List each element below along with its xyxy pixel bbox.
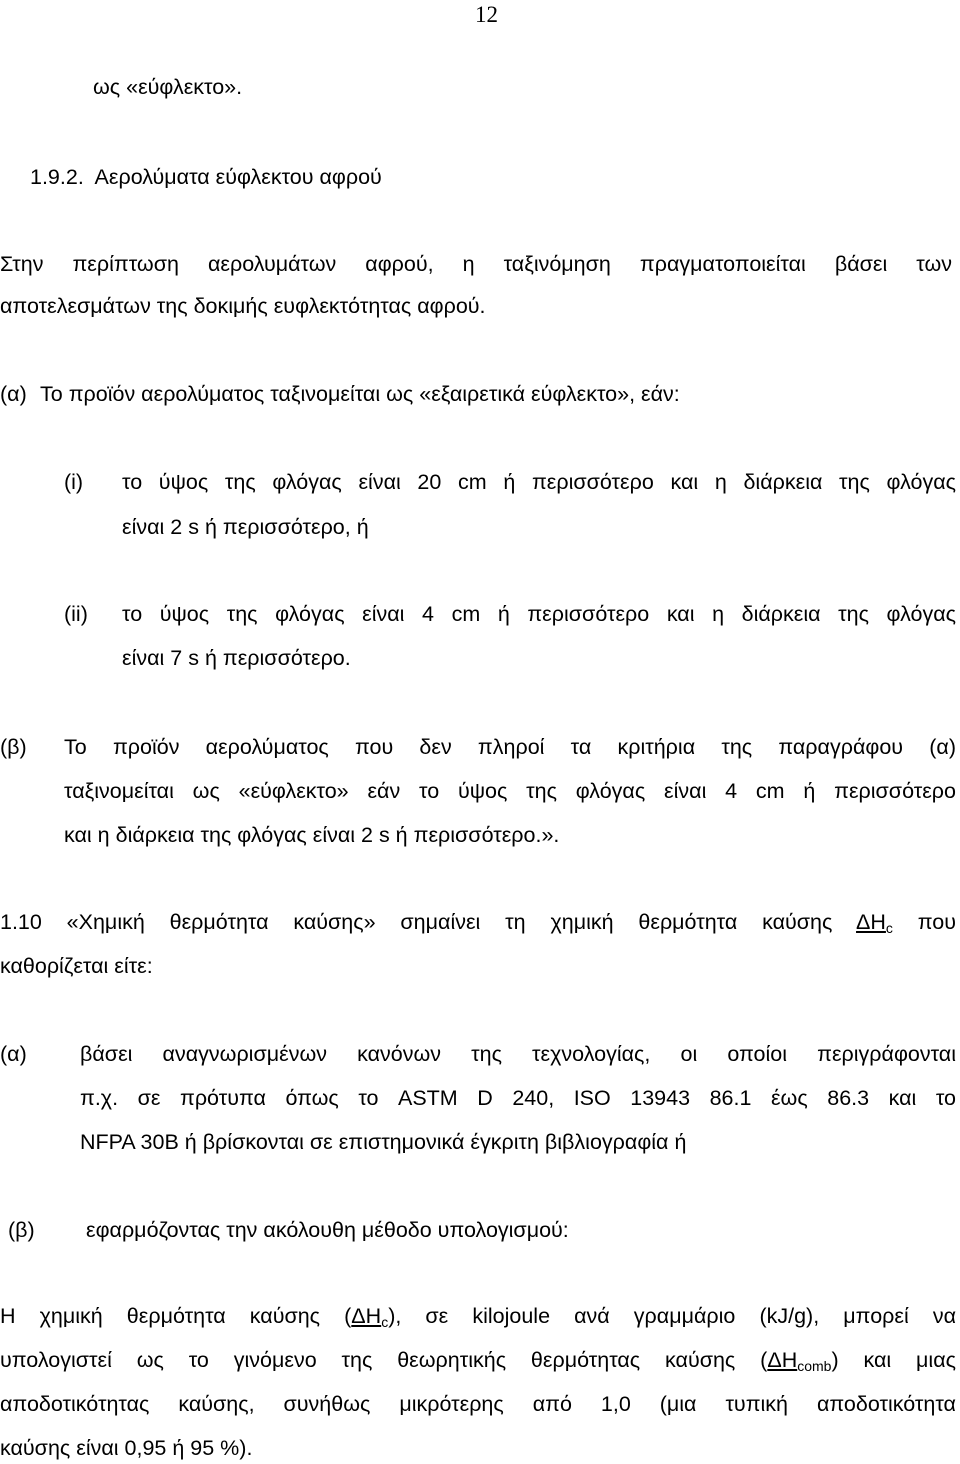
delta-h-symbol: ΔH [351,1304,382,1328]
final-para-line-4: καύσης είναι 0,95 ή 95 %). [0,1436,253,1460]
final-para-line-2 [0,1350,956,1372]
definition-1-10-line-1 [0,912,956,934]
delta-h-symbol: ΔH [767,1348,798,1372]
option-b-text: εφαρμόζοντας την ακόλουθη μέθοδο υπολογισμού: [86,1218,569,1242]
final-line-2-start: υπολογιστεί ως το γινόμενο της θεωρητικής θερμότητας καύσης ( [0,1348,768,1372]
option-a-line-2: π.χ. σε πρότυπα όπως το ASTM D 240, ISO 13943 86.1 έως 86.3 και το [80,1086,956,1110]
item-i-line-1: το ύψος της φλόγας είναι 20 cm ή περισσότερο και η διάρκεια της φλόγας [122,470,956,494]
final-line-1-start: Η χημική θερμότητα καύσης ( [0,1304,352,1328]
page-number: 12 [475,2,498,27]
subscript-c: c [381,1314,389,1330]
final-line-2-end: ) και μιας [831,1348,956,1372]
continuation-text: ως «εύφλεκτο». [93,75,243,99]
para-b-line-2: ταξινομείται ως «εύφλεκτο» εάν το ύψος της φλόγας είναι 4 cm ή περισσότερο [64,779,956,803]
para-b-label: (β) [0,735,27,759]
option-a-line-1: βάσει αναγνωρισμένων κανόνων της τεχνολογίας, οι οποίοι περιγράφονται [80,1042,956,1066]
option-a-line-3: NFPA 30B ή βρίσκονται σε επιστημονικά έγκριτη βιβλιογραφία ή [80,1130,687,1154]
subscript-c: c [885,920,893,936]
item-i-line-2: είναι 2 s ή περισσότερο, ή [122,515,369,539]
final-line-1-end: ), σε kilojoule ανά γραμμάριο (kJ/g), μπορεί να [388,1304,957,1328]
option-a-label: (α) [0,1042,27,1066]
para-a-label: (α) [0,382,27,406]
subscript-comb: comb [797,1358,832,1374]
definition-1-10-line-2: καθορίζεται είτε: [0,954,153,978]
definition-text-end: που [892,910,956,934]
intro-line-1: Στην περίπτωση αερολυμάτων αφρού, η ταξινόμηση πραγματοποιείται βάσει των [0,252,952,276]
para-b-line-3: και η διάρκεια της φλόγας είναι 2 s ή περισσότερο.». [64,823,560,847]
final-para-line-3: αποδοτικότητας καύσης, συνήθως μικρότερης από 1,0 (μια τυπική αποδοτικότητα [0,1392,956,1416]
para-a-text: Το προϊόν αερολύματος ταξινομείται ως «εξαιρετικά εύφλεκτο», εάν: [40,382,680,406]
para-b-line-1: Το προϊόν αερολύματος που δεν πληροί τα κριτήρια της παραγράφου (α) [64,735,956,759]
final-para-line-1 [0,1306,956,1328]
item-ii-line-1: το ύψος της φλόγας είναι 4 cm ή περισσότερο και η διάρκεια της φλόγας [122,602,956,626]
section-heading: 1.9.2. Αερολύματα εύφλεκτου αφρού [30,165,382,189]
item-ii-label: (ii) [64,602,88,626]
item-i-label: (i) [64,470,84,494]
option-b-label: (β) [8,1218,35,1242]
intro-line-2: αποτελεσμάτων της δοκιμής ευφλεκτότητας αφρού. [0,294,486,318]
item-ii-line-2: είναι 7 s ή περισσότερο. [122,646,351,670]
delta-h-symbol: ΔH [856,910,886,934]
definition-text-start: 1.10 «Χημική θερμότητα καύσης» σημαίνει τη χημική θερμότητα καύσης [0,910,857,934]
